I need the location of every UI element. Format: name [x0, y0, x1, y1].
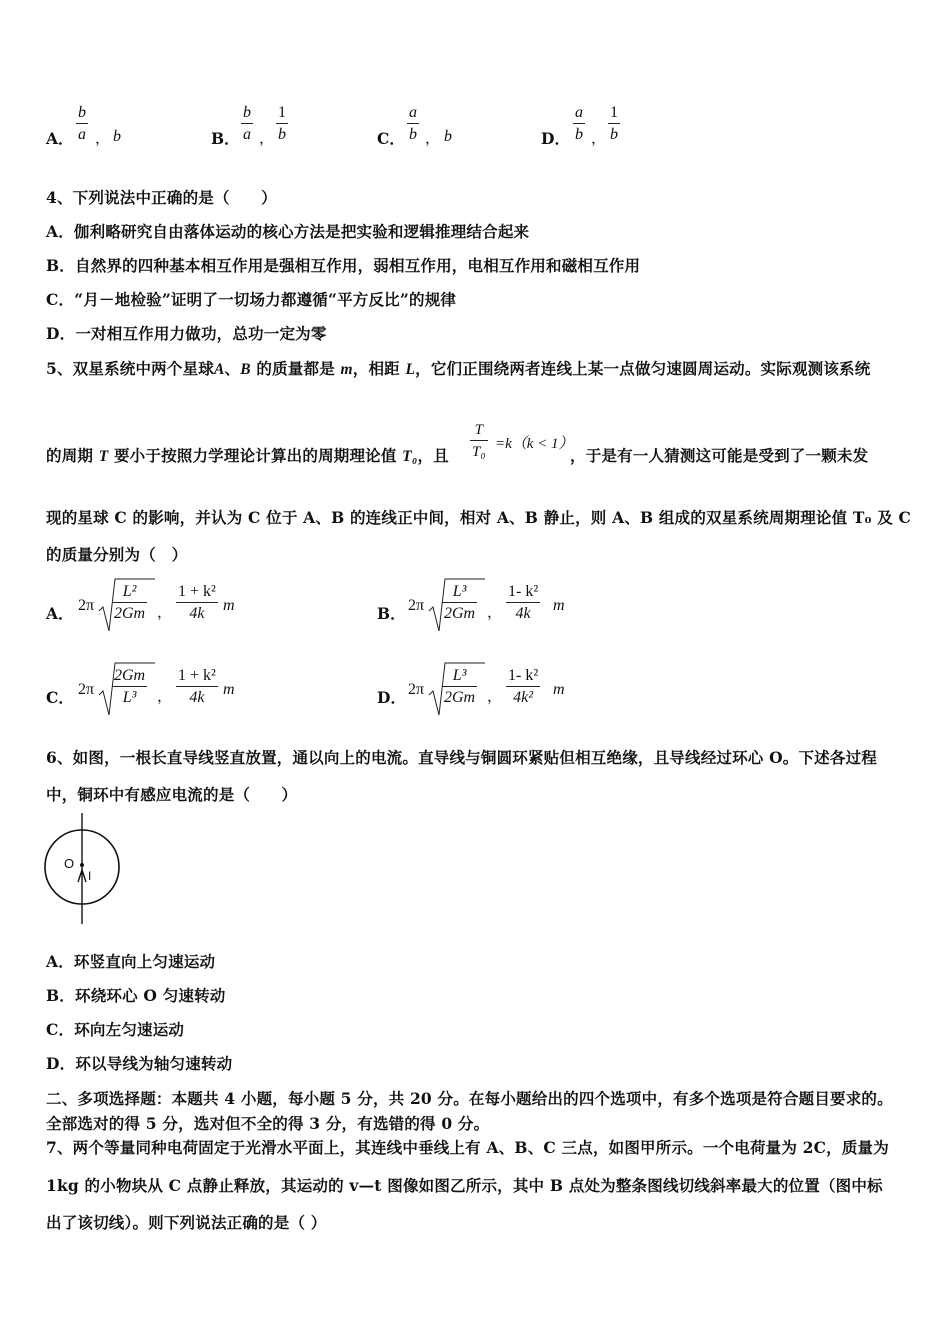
q6-line-2: 中，铜环中有感应电流的是（ ）: [46, 785, 298, 804]
q7-line-1: 7、两个等量同种电荷固定于光滑水平面上，其连线中垂线上有 A、B、C 三点，如图甲所示。一个电荷量为 2C，质量为: [46, 1138, 889, 1157]
q3-option-a-second: b: [113, 128, 121, 145]
q3-option-c-fraction: $\frac{a}{b}$: [409, 104, 417, 143]
q3-option-d-fraction: $\frac{a}{b}$: [575, 104, 583, 143]
q4-option-a[interactable]: A．伽利略研究自由落体运动的核心方法是把实验和逻辑推理结合起来: [46, 222, 530, 241]
q6-line-1: 6、如图，一根长直导线竖直放置，通以向上的电流。直导线与铜圆环紧贴但相互绝缘，且导线经过环心 O。下述各过程: [46, 748, 877, 767]
q7-line-2: 1kg 的小物块从 C 点静止释放，其运动的 v—t 图像如图乙所示，其中 B 点处为整条图线切线斜率最大的位置（图中标: [46, 1176, 883, 1195]
center-label-o: O: [64, 856, 75, 871]
q4-option-d[interactable]: D．一对相互作用力做功，总功一定为零: [46, 324, 327, 343]
q5-ratio-rest: =k（k < 1）: [495, 436, 574, 452]
q3-option-c-label[interactable]: C．: [377, 129, 405, 148]
q4-option-c[interactable]: C．“月－地检验”证明了一切场力都遵循“平方反比”的规律: [46, 290, 457, 309]
q5-line-3: 现的星球 C 的影响，并认为 C 位于 A、B 的连线正中间，相对 A、B 静止，则 A、B 组成的双星系统周期理论值 T₀ 及 C: [46, 508, 912, 527]
q3-option-a-fraction: $\frac{b}{a}$: [78, 104, 86, 143]
q5-option-d-label[interactable]: D．: [377, 688, 406, 707]
ring-wire-figure: [40, 810, 130, 928]
q5-option-b-label[interactable]: B．: [377, 604, 406, 623]
q5-option-c-label[interactable]: C．: [46, 688, 74, 707]
q6-option-c[interactable]: C．环向左匀速运动: [46, 1020, 185, 1039]
q3-option-c-second: b: [444, 128, 452, 145]
q6-option-a[interactable]: A．环竖直向上匀速运动: [46, 952, 216, 971]
section2-heading-2: 全部选对的得 5 分，选对但不全的得 3 分，有选错的得 0 分。: [46, 1114, 490, 1133]
q5-option-a-label[interactable]: A．: [46, 604, 74, 623]
current-label-i: I: [88, 869, 92, 883]
q5-line-4: 的质量分别为（ ）: [46, 545, 188, 564]
ring-center-dot: [80, 863, 84, 867]
q5-line-2: 的周期 T 要小于按照力学理论计算出的周期理论值 T₀，且: [46, 446, 449, 465]
q4-stem: 4、下列说法中正确的是（ ）: [46, 188, 277, 207]
q3-option-b-label[interactable]: B．: [211, 129, 240, 148]
q3-option-a-label[interactable]: A．: [46, 129, 74, 148]
q5-line-1: 5、双星系统中两个星球A、B 的质量都是 m，相距 L，它们正围绕两者连线上某一点做匀速圆周运动。实际观测该系统: [46, 359, 871, 378]
q3-option-d-label[interactable]: D．: [541, 129, 570, 148]
q5-ratio-fraction: $\frac{T}{\text{T₀}}$: [472, 422, 486, 460]
section2-heading: 二、多项选择题：本题共 4 小题，每小题 5 分，共 20 分。在每小题给出的四个选项中，有多个选项是符合题目要求的。: [46, 1089, 893, 1108]
q5-line-2-end: ，于是有一人猜测这可能是受到了一颗未发: [570, 446, 869, 465]
q3-option-b-fraction-2: $\frac{1}{b}$: [278, 104, 286, 143]
q6-option-b[interactable]: B．环绕环心 O 匀速转动: [46, 986, 226, 1005]
q3-option-b-fraction: $\frac{b}{a}$: [243, 104, 251, 143]
q6-option-d[interactable]: D．环以导线为轴匀速转动: [46, 1054, 233, 1073]
q7-line-3: 出了该切线）。则下列说法正确的是（ ）: [46, 1213, 327, 1232]
q4-option-b[interactable]: B．自然界的四种基本相互作用是强相互作用，弱相互作用，电相互作用和磁相互作用: [46, 256, 641, 275]
q3-option-d-fraction-2: $\frac{1}{b}$: [610, 104, 618, 143]
